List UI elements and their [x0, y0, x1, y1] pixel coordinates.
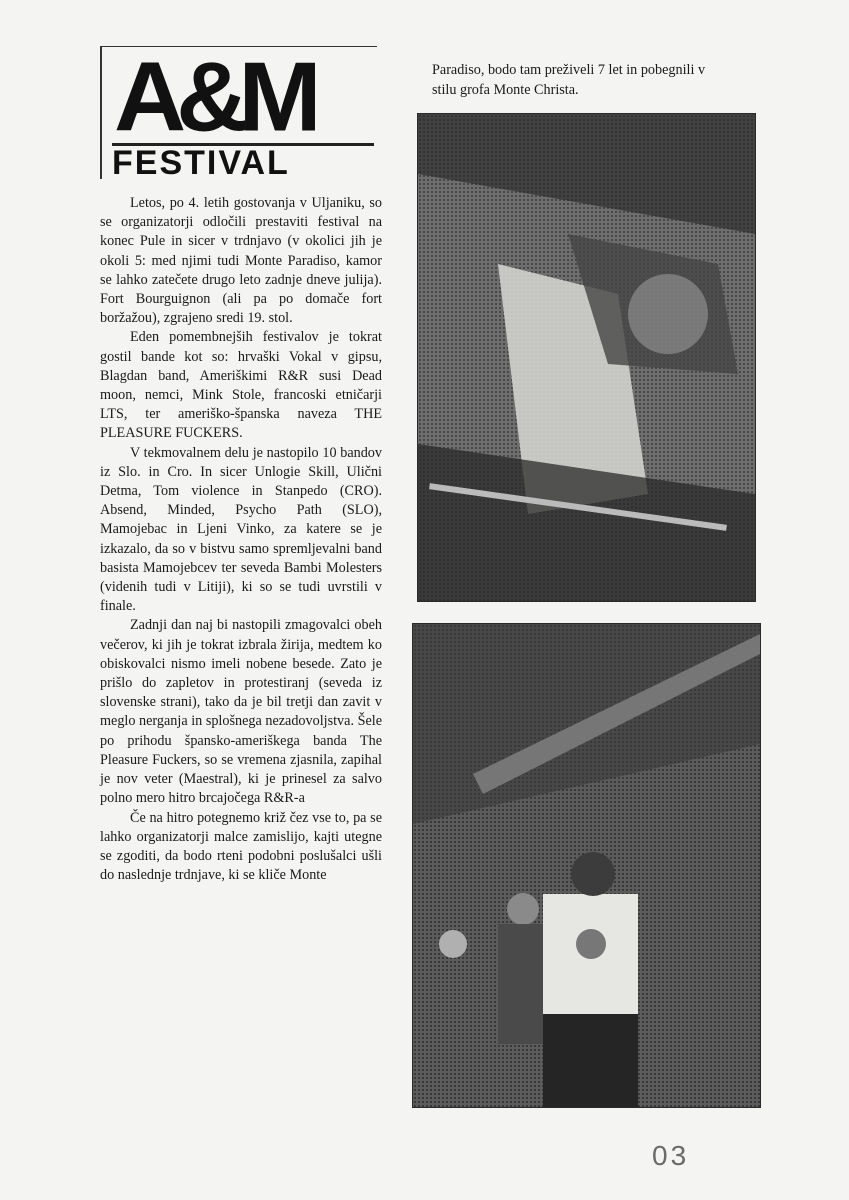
logo-festival-text: FESTIVAL [112, 143, 374, 180]
article-paragraph-2: Eden pomembnejših festivalov je tokrat gostil bande kot so: hrvaški Vokal v gipsu, Blagdan band, Ameriškimi R&R susi Dead moon, nemci, Mink Stole, francoski etničarji LTS, ter ameriško-španska naveza THE PLEASURE FUCKERS. [100, 329, 382, 442]
page-number: 03 [652, 1140, 690, 1171]
article-paragraph-5: Če na hitro potegnemo križ čez vse to, pa se lahko organizatorji malce zamislijo, kajti utegne se zgoditi, da bodo rteni podobni poslušalci ušli do naslednje trdnjave, ki se kliče Monte [100, 809, 382, 884]
article-paragraph-3: V tekmovalnem delu je nastopilo 10 bandov iz Slo. in Cro. In sicer Unlogie Skill, Ulični Detma, Tom violence in Stanpedo (CRO). Absend, Minded, Psycho Path (SLO), Mamojebac in Ljeni Vinko, za katere se je izkazalo, da so v bistvu samo spremljevalni band basista Mamojebcev ter seveda Bambi Molesters (videnih tudi v Litiji), ki so se tudi uvrstili v finale. [100, 444, 382, 615]
article-body [100, 194, 382, 885]
festival-logo [100, 42, 377, 182]
article-paragraph-4: Zadnji dan naj bi nastopili zmagovalci obeh večerov, ki jih je tokrat izbrala žirija, medtem ko obiskovalci nismo imeli nobene besede. Zato je prišlo do zapletov in protestiranj (seveda iz slovenske strani), tako da je bil tretji dan zavit v meglo nerganja in splošnega nezadovoljstva. Šele po prihodu špansko-ameriškega banda The Pleasure Fuckers, so se vremena zjasnila, zapihal je nov veter (Maestral), ki je prinesel za salvo polno mero hitro brcajočega R&R-a [100, 617, 382, 807]
concert-photo-bottom [412, 623, 761, 1108]
concert-photo-top [417, 113, 756, 602]
article-paragraph-1: Letos, po 4. letih gostovanja v Uljaniku, so se organizatorji odločili prestaviti festival na konec Pule in sicer v trdnjavo (v okolici jih je okoli 5: med njimi tudi Monte Paradiso, kamor se lahko zatečete drugo leto zadnje dneve julija). Fort Bourguignon (ali pa po domače fort boržažou), zgrajeno sredi 19. stol. [100, 195, 382, 327]
article-continuation: Paradiso, bodo tam preživeli 7 let in pobegnili v stilu grofa Monte Christa. [432, 62, 706, 98]
logo-am-text: A&M [114, 42, 312, 152]
